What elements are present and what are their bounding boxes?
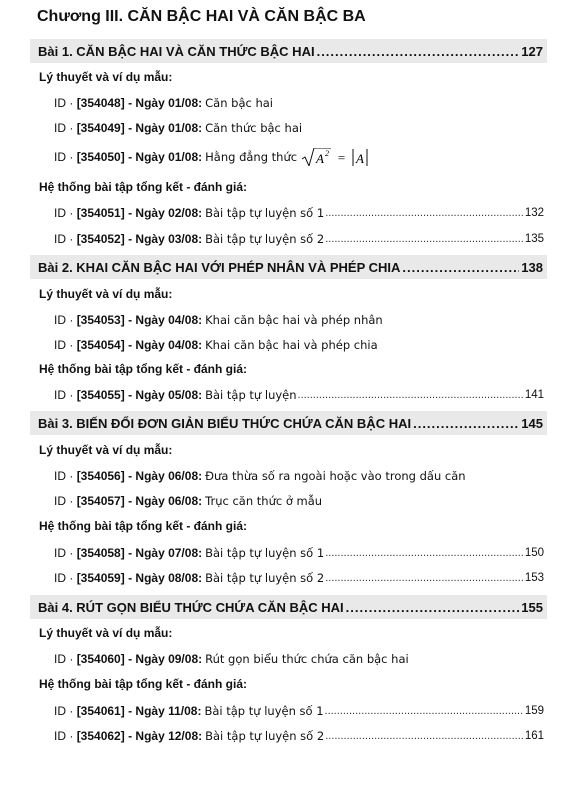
entry-page: 135 [524,233,544,245]
exercise-section-label: Hệ thống bài tập tổng kết - đánh giá: [39,180,247,194]
entry-date: - Ngày 04/08: [128,338,203,352]
formula-equals: = [337,150,346,165]
entry-date: - Ngày 01/08: [128,121,203,135]
toc-entry[interactable] [54,467,544,485]
chapter-title: Chương III. CĂN BẬC HAI VÀ CĂN BẬC BA [37,8,366,25]
dot-leader [325,207,524,219]
lesson-title: Bài 2. KHAI CĂN BẬC HAI VỚI PHÉP NHÂN VÀ PHÉP CHIA [38,259,401,275]
dot-leader [346,600,520,615]
exercise-section-label: Hệ thống bài tập tổng kết - đánh giá: [39,519,247,533]
entry-id: [354062] [76,729,125,743]
formula-abs-value: A [356,151,365,166]
lesson-header[interactable] [30,411,547,435]
entry-date: - Ngày 07/08: [128,546,203,560]
lesson-title: Bài 1. CĂN BẬC HAI VÀ CĂN THỨC BẬC HAI [38,43,315,59]
entry-title: Rút gọn biểu thức chứa căn bậc hai [205,652,409,666]
entry-title: Bài tập tự luyện số 1 [204,704,324,718]
entry-date: - Ngày 08/08: [128,571,203,585]
theory-section-label: Lý thuyết và ví dụ mẫu: [39,287,173,301]
entry-title: Bài tập tự luyện số 2 [205,232,325,246]
entry-title: Khai căn bậc hai và phép chia [205,338,378,352]
entry-title: Bài tập tự luyện số 2 [205,571,325,585]
entry-page: 159 [524,705,544,717]
entry-page: 153 [524,572,544,584]
lesson-page: 127 [521,43,543,59]
theory-section-label: Lý thuyết và ví dụ mẫu: [39,443,173,457]
dot-leader [325,730,524,742]
entry-title: Khai căn bậc hai và phép nhân [205,313,383,327]
toc-entry[interactable] [54,702,544,720]
id-prefix: ID · [54,546,74,560]
toc-entry[interactable] [54,386,544,404]
dot-leader [325,572,524,584]
toc-entry[interactable] [54,148,544,166]
toc-entry[interactable] [54,336,544,354]
entry-title: Hằng đẳng thức [205,150,298,164]
toc-entry[interactable] [54,727,544,745]
id-prefix: ID · [54,96,74,110]
toc-entry[interactable] [54,311,544,329]
entry-title: Căn bậc hai [205,96,274,110]
toc-entry[interactable] [54,569,544,587]
entry-id: [354052] [76,232,125,246]
entry-id: [354048] [76,96,125,110]
id-prefix: ID · [54,232,74,246]
entry-date: - Ngày 12/08: [128,729,203,743]
entry-id: [354061] [76,704,125,718]
sqrt-formula-graphic [301,148,373,166]
toc-entry[interactable] [54,94,544,112]
entry-page: 141 [524,389,544,401]
entry-date: - Ngày 03/08: [128,232,203,246]
entry-id: [354057] [76,494,125,508]
entry-id: [354058] [76,546,125,560]
id-prefix: ID · [54,494,74,508]
dot-leader [402,260,519,275]
entry-title: Bài tập tự luyện số 1 [205,206,325,220]
dot-leader [298,389,524,401]
sqrt-identity-formula [301,148,373,166]
entry-date: - Ngày 01/08: [128,96,203,110]
id-prefix: ID · [54,388,74,402]
toc-entry[interactable] [54,230,544,248]
entry-date: - Ngày 09/08: [128,652,203,666]
entry-title: Bài tập tự luyện [205,388,297,402]
entry-title: Bài tập tự luyện số 1 [205,546,325,560]
id-prefix: ID · [54,652,74,666]
entry-title: Bài tập tự luyện số 2 [205,729,325,743]
id-prefix: ID · [54,469,74,483]
lesson-page: 155 [521,599,543,615]
toc-entry[interactable] [54,492,544,510]
entry-date: - Ngày 11/08: [128,704,202,718]
entry-id: [354051] [76,206,125,220]
entry-date: - Ngày 06/08: [128,494,203,508]
entry-id: [354060] [76,652,125,666]
entry-title: Căn thức bậc hai [205,121,303,135]
lesson-title: Bài 3. BIẾN ĐỔI ĐƠN GIẢN BIỂU THỨC CHỨA CĂN BẬC HAI [38,415,412,431]
entry-date: - Ngày 04/08: [128,313,203,327]
id-prefix: ID · [54,571,74,585]
entry-title: Trục căn thức ở mẫu [205,494,323,508]
lesson-page: 138 [521,259,543,275]
dot-leader [325,233,524,245]
lesson-header[interactable] [30,39,547,63]
entry-id: [354050] [76,150,125,164]
formula-radicand: A [316,151,325,166]
id-prefix: ID · [54,704,74,718]
entry-date: - Ngày 06/08: [128,469,203,483]
entry-id: [354053] [76,313,125,327]
id-prefix: ID · [54,150,74,164]
dot-leader [317,44,520,59]
lesson-title: Bài 4. RÚT GỌN BIỂU THỨC CHỨA CĂN BẬC HAI [38,599,344,615]
entry-id: [354059] [76,571,125,585]
id-prefix: ID · [54,313,74,327]
toc-entry[interactable] [54,650,544,668]
dot-leader [325,705,524,717]
toc-entry[interactable] [54,544,544,562]
entry-page: 161 [524,730,544,742]
exercise-section-label: Hệ thống bài tập tổng kết - đánh giá: [39,677,247,691]
entry-date: - Ngày 02/08: [128,206,203,220]
id-prefix: ID · [54,206,74,220]
lesson-header[interactable] [30,595,547,619]
formula-exponent: 2 [325,149,330,158]
dot-leader [413,416,519,431]
lesson-page: 145 [521,415,543,431]
entry-date: - Ngày 05/08: [128,388,203,402]
id-prefix: ID · [54,121,74,135]
entry-date: - Ngày 01/08: [128,150,203,164]
id-prefix: ID · [54,338,74,352]
theory-section-label: Lý thuyết và ví dụ mẫu: [39,626,173,640]
dot-leader [325,547,524,559]
toc-entry[interactable] [54,204,544,222]
entry-id: [354056] [76,469,125,483]
lesson-header[interactable] [30,255,547,279]
entry-id: [354054] [76,338,125,352]
entry-page: 132 [524,207,544,219]
entry-title: Đưa thừa số ra ngoài hoặc vào trong dấu căn [205,469,466,483]
id-prefix: ID · [54,729,74,743]
toc-entry[interactable] [54,119,544,137]
entry-page: 150 [524,547,544,559]
entry-id: [354055] [76,388,125,402]
exercise-section-label: Hệ thống bài tập tổng kết - đánh giá: [39,362,247,376]
entry-id: [354049] [76,121,125,135]
theory-section-label: Lý thuyết và ví dụ mẫu: [39,70,173,84]
